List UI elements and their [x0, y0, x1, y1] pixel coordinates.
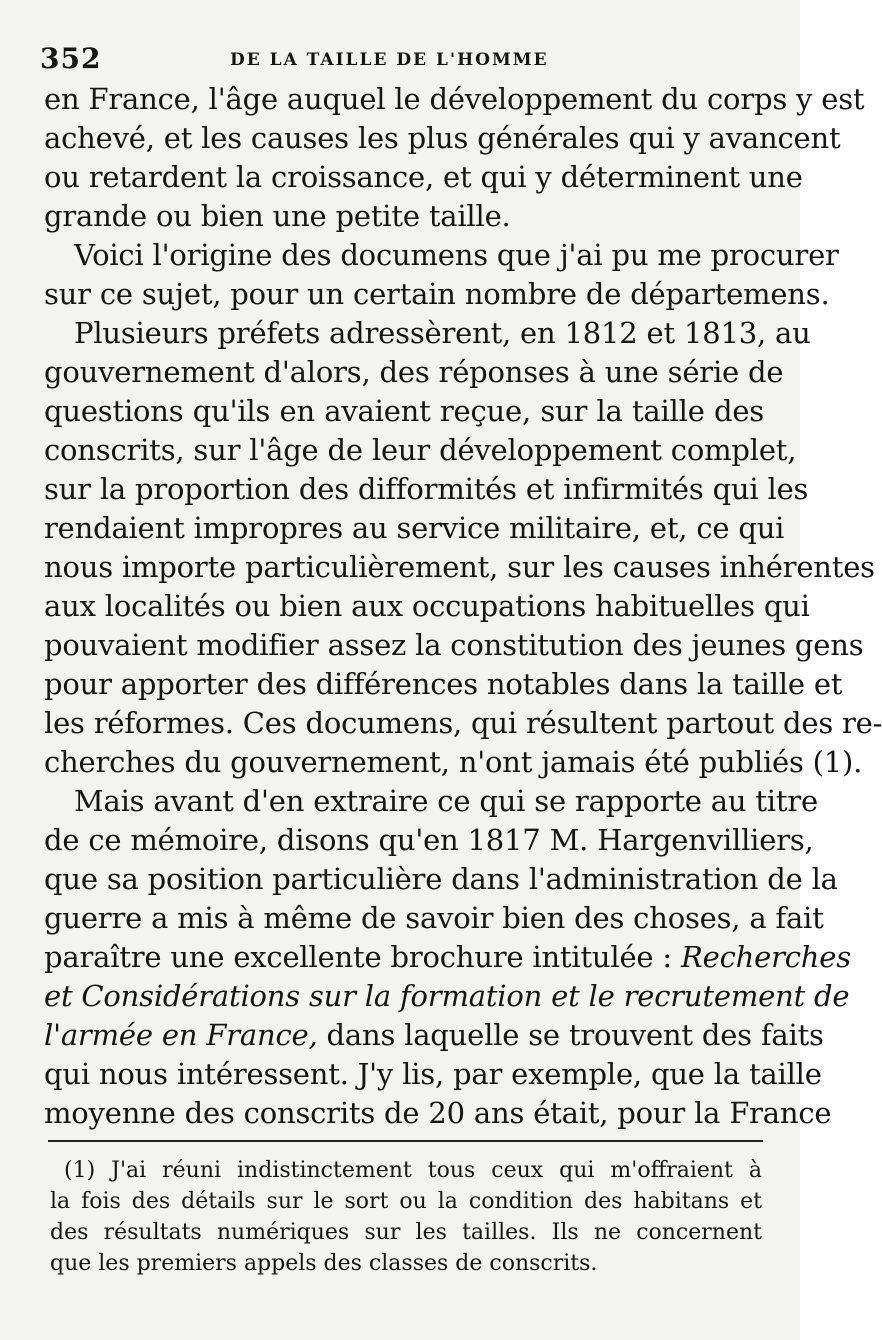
page-number: 352: [40, 42, 102, 75]
text-line: sur la proportion des difformités et infirmités qui les: [44, 472, 809, 506]
text-line: ou retardent la croissance, et qui y déterminent une: [44, 160, 803, 194]
text-line: cherches du gouvernement, n'ont jamais été publiés (1).: [44, 745, 863, 779]
text-line: de ce mémoire, disons qu'en 1817 M. Hargenvilliers,: [44, 823, 814, 857]
footnote-line: (1) J'ai réuni indistinctement tous ceux qui m'offraient à: [64, 1158, 762, 1183]
text-line: moyenne des conscrits de 20 ans était, pour la France: [44, 1096, 832, 1130]
main-text: [44, 80, 882, 1133]
page-header: [40, 42, 760, 76]
paragraph-start-line: Plusieurs préfets adressèrent, en 1812 et 1813, au: [74, 316, 811, 350]
text-line: achevé, et les causes les plus générales qui y avancent: [44, 121, 841, 155]
paragraph-start-line: Voici l'origine des documens que j'ai pu me procurer: [74, 238, 839, 272]
text-line: pour apporter des différences notables dans la taille et: [44, 667, 843, 701]
text-line: aux localités ou bien aux occupations habituelles qui: [44, 589, 810, 623]
book-title-segment: Recherches: [681, 940, 851, 974]
text-line: gouvernement d'alors, des réponses à une série de: [44, 355, 784, 389]
book-title-line: et Considérations sur la formation et le recrutement de: [44, 979, 850, 1013]
text-segment: paraître une excellente brochure intitulée :: [44, 940, 672, 974]
footnote-divider: [48, 1140, 763, 1142]
text-line: pouvaient modifier assez la constitution des jeunes gens: [44, 628, 864, 662]
footnote-line: des résultats numériques sur les tailles. Ils ne concernent: [50, 1220, 762, 1245]
text-line: guerre a mis à même de savoir bien des choses, a fait: [44, 901, 824, 935]
text-line: que sa position particulière dans l'administration de la: [44, 862, 838, 896]
book-title-segment: l'armée en France,: [44, 1018, 318, 1052]
text-line: les réformes. Ces documens, qui résultent partout des re-: [44, 706, 882, 740]
text-line-with-title: [44, 1016, 824, 1055]
paragraph-start-line: Mais avant d'en extraire ce qui se rapporte au titre: [74, 784, 818, 818]
footnote-line: que les premiers appels des classes de conscrits.: [50, 1251, 598, 1276]
text-line: grande ou bien une petite taille.: [44, 199, 511, 233]
text-line-with-title: [44, 938, 851, 977]
text-line: qui nous intéressent. J'y lis, par exemple, que la taille: [44, 1057, 822, 1091]
running-head: DE LA TAILLE DE L'HOMME: [230, 50, 549, 70]
footnote-line: la fois des détails sur le sort ou la condition des habitans et: [50, 1189, 762, 1214]
text-segment: dans laquelle se trouvent des faits: [326, 1018, 824, 1052]
text-line: nous importe particulièrement, sur les causes inhérentes: [44, 550, 875, 584]
footnote: [50, 1155, 762, 1279]
text-line: rendaient impropres au service militaire, et, ce qui: [44, 511, 785, 545]
text-line: conscrits, sur l'âge de leur développement complet,: [44, 433, 797, 467]
text-line: sur ce sujet, pour un certain nombre de départemens.: [44, 277, 830, 311]
text-line: en France, l'âge auquel le développement du corps y est: [44, 82, 865, 116]
text-line: questions qu'ils en avaient reçue, sur la taille des: [44, 394, 764, 428]
